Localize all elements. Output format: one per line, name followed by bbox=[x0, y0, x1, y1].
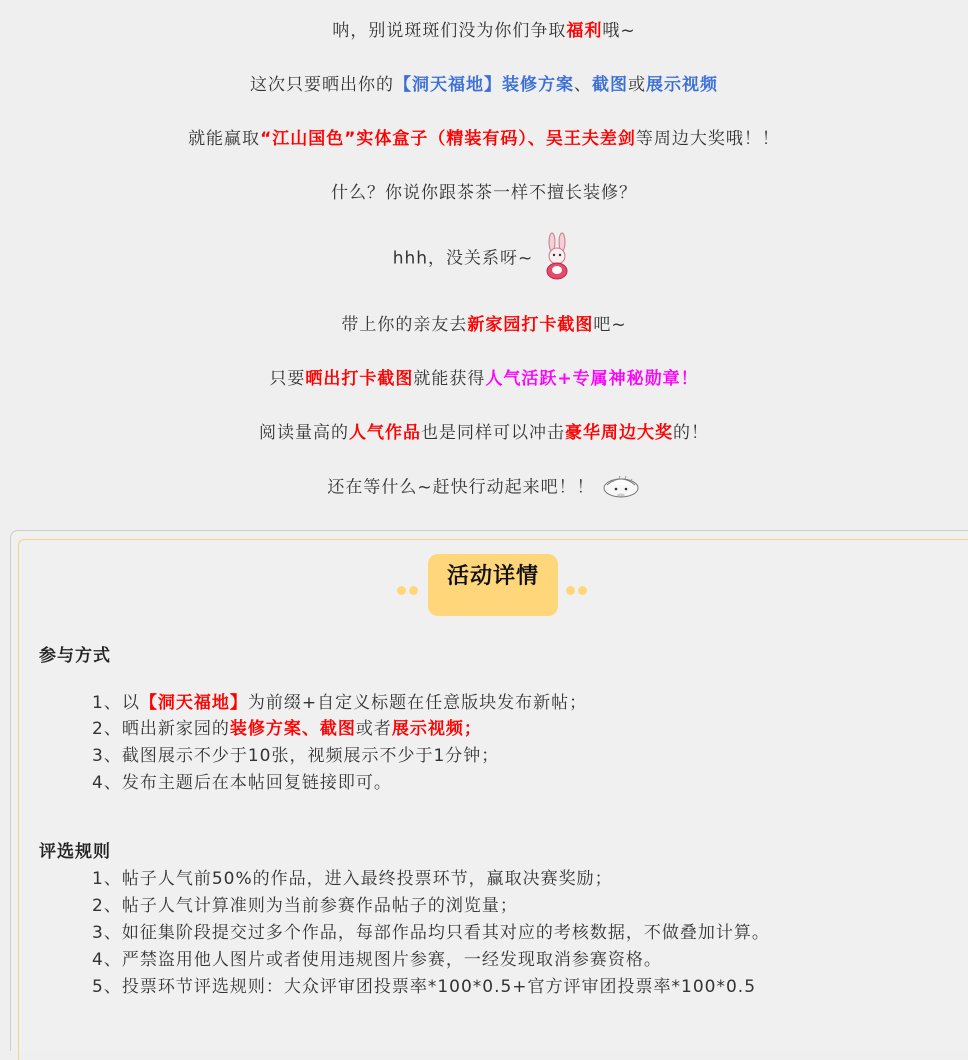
text: 的！ bbox=[673, 423, 709, 443]
participation-item-1 bbox=[92, 688, 587, 713]
rabbit-emoji-icon bbox=[539, 232, 575, 285]
highlight-text: 新家园打卡截图 bbox=[467, 315, 594, 335]
intro-line-2 bbox=[0, 70, 968, 95]
rules-item: 4、严禁盗用他人图片或者使用违规图片参赛，一经发现取消参赛资格。 bbox=[92, 950, 662, 970]
intro-line-1 bbox=[0, 16, 968, 41]
badge-dots-right bbox=[566, 580, 590, 599]
intro-line-8 bbox=[0, 418, 968, 443]
text: 为前缀+自定义标题在任意版块发布新帖； bbox=[247, 693, 588, 713]
dumpling-emoji-icon bbox=[601, 471, 641, 504]
participation-item-4: 4、发布主题后在本帖回复链接即可。 bbox=[92, 773, 392, 793]
text: 哦~ bbox=[602, 21, 636, 41]
text: 、 bbox=[574, 75, 592, 95]
intro-line-9 bbox=[0, 471, 968, 504]
highlight-text: 装修方案、截图 bbox=[229, 719, 356, 739]
text: 就能赢取 bbox=[188, 129, 261, 149]
text: 呐，别说斑斑们没为你们争取 bbox=[332, 21, 567, 41]
participation-item-2 bbox=[92, 714, 482, 739]
intro-line-5 bbox=[0, 232, 968, 285]
text: 等周边大奖哦！！ bbox=[635, 129, 780, 149]
text: 这次只要晒出你的 bbox=[250, 75, 394, 95]
intro-line-4: 什么？你说你跟茶茶一样不擅长装修？ bbox=[331, 183, 637, 203]
rules-item: 3、如征集阶段提交过多个作品，每部作品均只看其对应的考核数据，不做叠加计算。 bbox=[92, 923, 770, 943]
highlight-text: 晒出打卡截图 bbox=[305, 369, 414, 389]
text: hhh，没关系呀~ bbox=[392, 248, 534, 269]
badge-dots-left bbox=[397, 580, 421, 599]
intro-line-3 bbox=[0, 124, 968, 149]
highlight-text: 展示视频； bbox=[391, 719, 482, 739]
details-title-badge: 活动详情 bbox=[428, 554, 558, 616]
highlight-text: 截图 bbox=[592, 75, 628, 95]
highlight-text: “江山国色”实体盒子（精装有码）、吴王夫差剑 bbox=[260, 129, 636, 149]
intro-line-7 bbox=[0, 364, 968, 389]
text: 阅读量高的 bbox=[259, 423, 349, 443]
text: 吧~ bbox=[593, 315, 627, 335]
highlight-text: 展示视频 bbox=[646, 75, 718, 95]
participation-item-3: 3、截图展示不少于10张，视频展示不少于1分钟； bbox=[92, 746, 500, 766]
text: 带上你的亲友去 bbox=[341, 315, 468, 335]
text: 也是同样可以冲击 bbox=[421, 423, 565, 443]
highlight-text: 豪华周边大奖 bbox=[565, 423, 673, 443]
highlight-text: 【洞天福地】 bbox=[139, 693, 248, 713]
highlight-text: 【洞天福地】装修方案 bbox=[394, 75, 574, 95]
rules-title: 评选规则 bbox=[39, 842, 111, 862]
text: 只要 bbox=[269, 369, 306, 389]
text: 2、晒出新家园的 bbox=[92, 719, 230, 739]
highlight-text: 福利 bbox=[566, 21, 603, 41]
text: 1、以 bbox=[92, 693, 140, 713]
rules-item: 1、帖子人气前50%的作品，进入最终投票环节，赢取决赛奖励； bbox=[92, 869, 613, 889]
text: 就能获得 bbox=[413, 369, 486, 389]
highlight-text: 人气作品 bbox=[349, 423, 421, 443]
text: 或 bbox=[628, 75, 646, 95]
text: 或者 bbox=[355, 719, 392, 739]
intro-line-6 bbox=[0, 310, 968, 335]
participation-title: 参与方式 bbox=[39, 646, 111, 666]
highlight-text: 人气活跃+专属神秘勋章！ bbox=[485, 369, 699, 389]
rules-item: 5、投票环节评选规则：大众评审团投票率*100*0.5+官方评审团投票率*100*0.5 bbox=[92, 977, 757, 997]
rules-item: 2、帖子人气计算准则为当前参赛作品帖子的浏览量； bbox=[92, 896, 518, 916]
text: 还在等什么~赶快行动起来吧！！ bbox=[327, 477, 595, 498]
